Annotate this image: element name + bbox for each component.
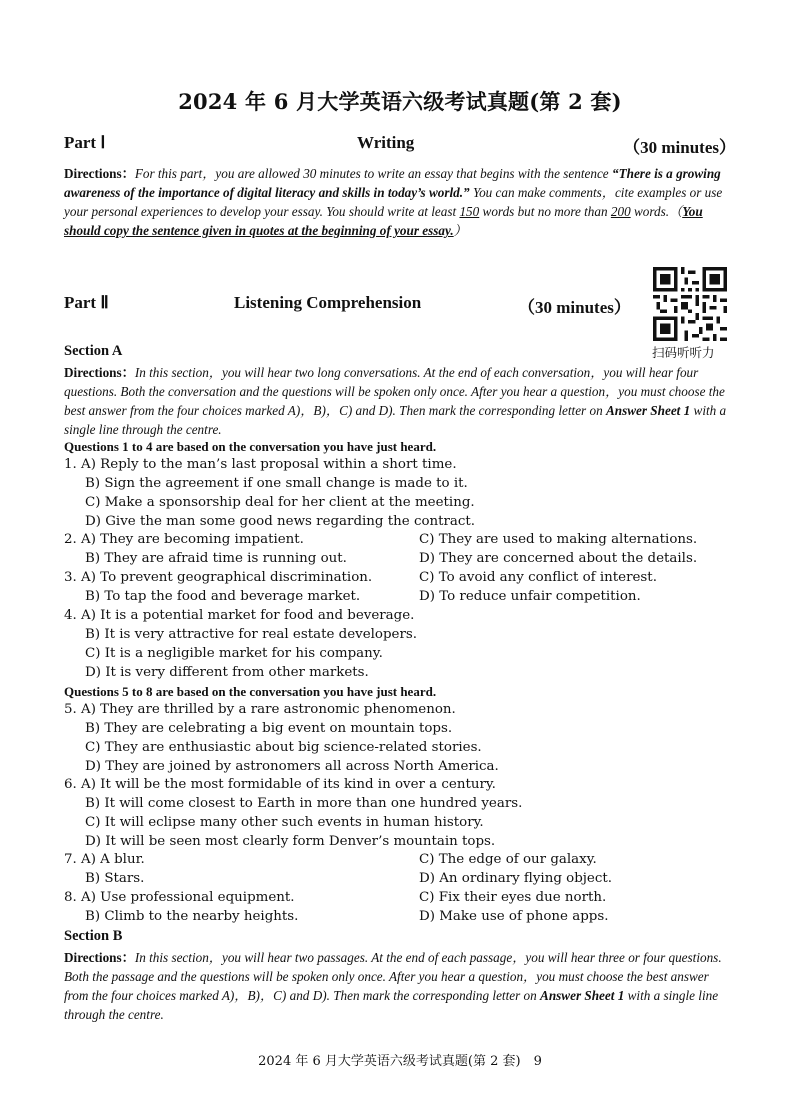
qr-code-icon[interactable] <box>653 267 727 341</box>
q8-option-b: B) Climb to the nearby heights. <box>85 909 299 924</box>
q1-option-b: B) Sign the agreement if one small change is made to it. <box>85 476 468 491</box>
q6-option-d: D) It will be seen most clearly form Denver’s mountain tops. <box>85 834 496 849</box>
max-words: 200 <box>610 204 631 219</box>
q4-option-c: C) It is a negligible market for his company. <box>85 646 383 661</box>
part1-time: （30 minutes） <box>623 138 736 157</box>
q6-option-c: C) It will eclipse many other such events in human history. <box>85 815 484 830</box>
question-group-heading: Questions 1 to 4 are based on the conversation you have just heard. <box>64 439 437 454</box>
q2-option-b: B) They are afraid time is running out. <box>85 551 347 566</box>
directions-label: Directions： <box>64 166 135 181</box>
writing-prompt-quote: “There is a growing awareness of the importance of digital literacy and skills in today’s world.” <box>64 166 721 200</box>
q3-option-b: B) To tap the food and beverage market. <box>85 589 361 604</box>
page-title: 2024 年 6 月大学英语六级考试真题(第 2 套) <box>178 89 622 114</box>
part2-time: （30 minutes） <box>518 298 631 317</box>
q7-option-a: 7. A) A blur. <box>64 852 145 867</box>
q5-option-a: 5. A) They are thrilled by a rare astronomic phenomenon. <box>64 702 456 717</box>
section-b-heading: Section B <box>64 928 123 944</box>
part2-label: Part Ⅱ <box>64 293 109 312</box>
section-a-heading: Section A <box>64 343 123 359</box>
page-footer: 2024 年 6 月大学英语六级考试真题(第 2 套) 9 <box>258 1054 542 1069</box>
part1-header <box>64 133 736 157</box>
answer-sheet-ref: Answer Sheet 1 <box>540 988 625 1003</box>
q4-option-b: B) It is very attractive for real estate developers. <box>85 627 418 642</box>
q1-option-c: C) Make a sponsorship deal for her client at the meeting. <box>85 495 475 510</box>
q3-option-d: D) To reduce unfair competition. <box>419 589 641 604</box>
q5-option-c: C) They are enthusiastic about big science-related stories. <box>85 740 482 755</box>
section-b-directions: Directions：In this section，you will hear two passages. At the end of each passage，you will hear three or four questions. Both the passage and the questions will be spoken only once. After you hear a question，you must choose the best answer from the four choices marked A)，B)，C) and D). Then mark the corresponding letter on Answer Sheet 1 with a single line through the centre. <box>64 950 722 1022</box>
q8-option-a: 8. A) Use professional equipment. <box>64 890 295 905</box>
q1-option-a: 1. A) Reply to the man’s last proposal within a short time. <box>64 457 457 472</box>
q3-option-c: C) To avoid any conflict of interest. <box>419 570 657 585</box>
q4-option-d: D) It is very different from other markets. <box>85 665 369 680</box>
q5-option-d: D) They are joined by astronomers all across North America. <box>85 759 499 774</box>
part1-label: Part Ⅰ <box>64 133 106 152</box>
q2-option-d: D) They are concerned about the details. <box>419 551 698 566</box>
qr-caption: 扫码听听力 <box>652 345 715 360</box>
min-words: 150 <box>459 204 480 219</box>
writing-note: You should copy the sentence given in quotes at the beginning of your essay. <box>64 204 703 238</box>
q5-option-b: B) They are celebrating a big event on mountain tops. <box>85 721 453 736</box>
q6-option-a: 6. A) It will be the most formidable of its kind in over a century. <box>64 777 496 792</box>
q6-option-b: B) It will come closest to Earth in more than one hundred years. <box>85 796 523 811</box>
q7-option-d: D) An ordinary flying object. <box>419 871 612 886</box>
q3-option-a: 3. A) To prevent geographical discrimination. <box>64 570 373 585</box>
section-a-directions: Directions：In this section，you will hear two long conversations. At the end of each conversation，you will hear four questions. Both the conversation and the questions will be spoken only once. After you hear a question，you must choose the best answer from the four choices marked A)，B)，C) and D). Then mark the corresponding letter on Answer Sheet 1 with a single line through the centre. <box>64 365 727 437</box>
question-group-heading: Questions 5 to 8 are based on the conversation you have just heard. <box>64 684 437 699</box>
q8-option-d: D) Make use of phone apps. <box>419 909 609 924</box>
q7-option-c: C) The edge of our galaxy. <box>419 852 597 867</box>
q2-option-a: 2. A) They are becoming impatient. <box>64 532 304 547</box>
q8-option-c: C) Fix their eyes due north. <box>419 890 607 905</box>
q2-option-c: C) They are used to making alternations. <box>419 532 698 547</box>
part1-name: Writing <box>357 133 415 152</box>
part2-header <box>64 293 644 317</box>
q1-option-d: D) Give the man some good news regarding the contract. <box>85 514 476 529</box>
q7-option-b: B) Stars. <box>85 871 145 886</box>
part2-name: Listening Comprehension <box>234 293 422 312</box>
answer-sheet-ref: Answer Sheet 1 <box>605 403 691 418</box>
q4-option-a: 4. A) It is a potential market for food and beverage. <box>64 608 415 623</box>
writing-directions: Directions：For this part，you are allowed 30 minutes to write an essay that begins with the sentence “There is a growing awareness of the importance of digital literacy and skills in today’s world.” You can make comments，cite examples or use your personal experiences to develop your essay. You should write at least 150 words but no more than 200 words.（You should copy the sentence given in quotes at the beginning of your essay.） <box>64 166 723 238</box>
